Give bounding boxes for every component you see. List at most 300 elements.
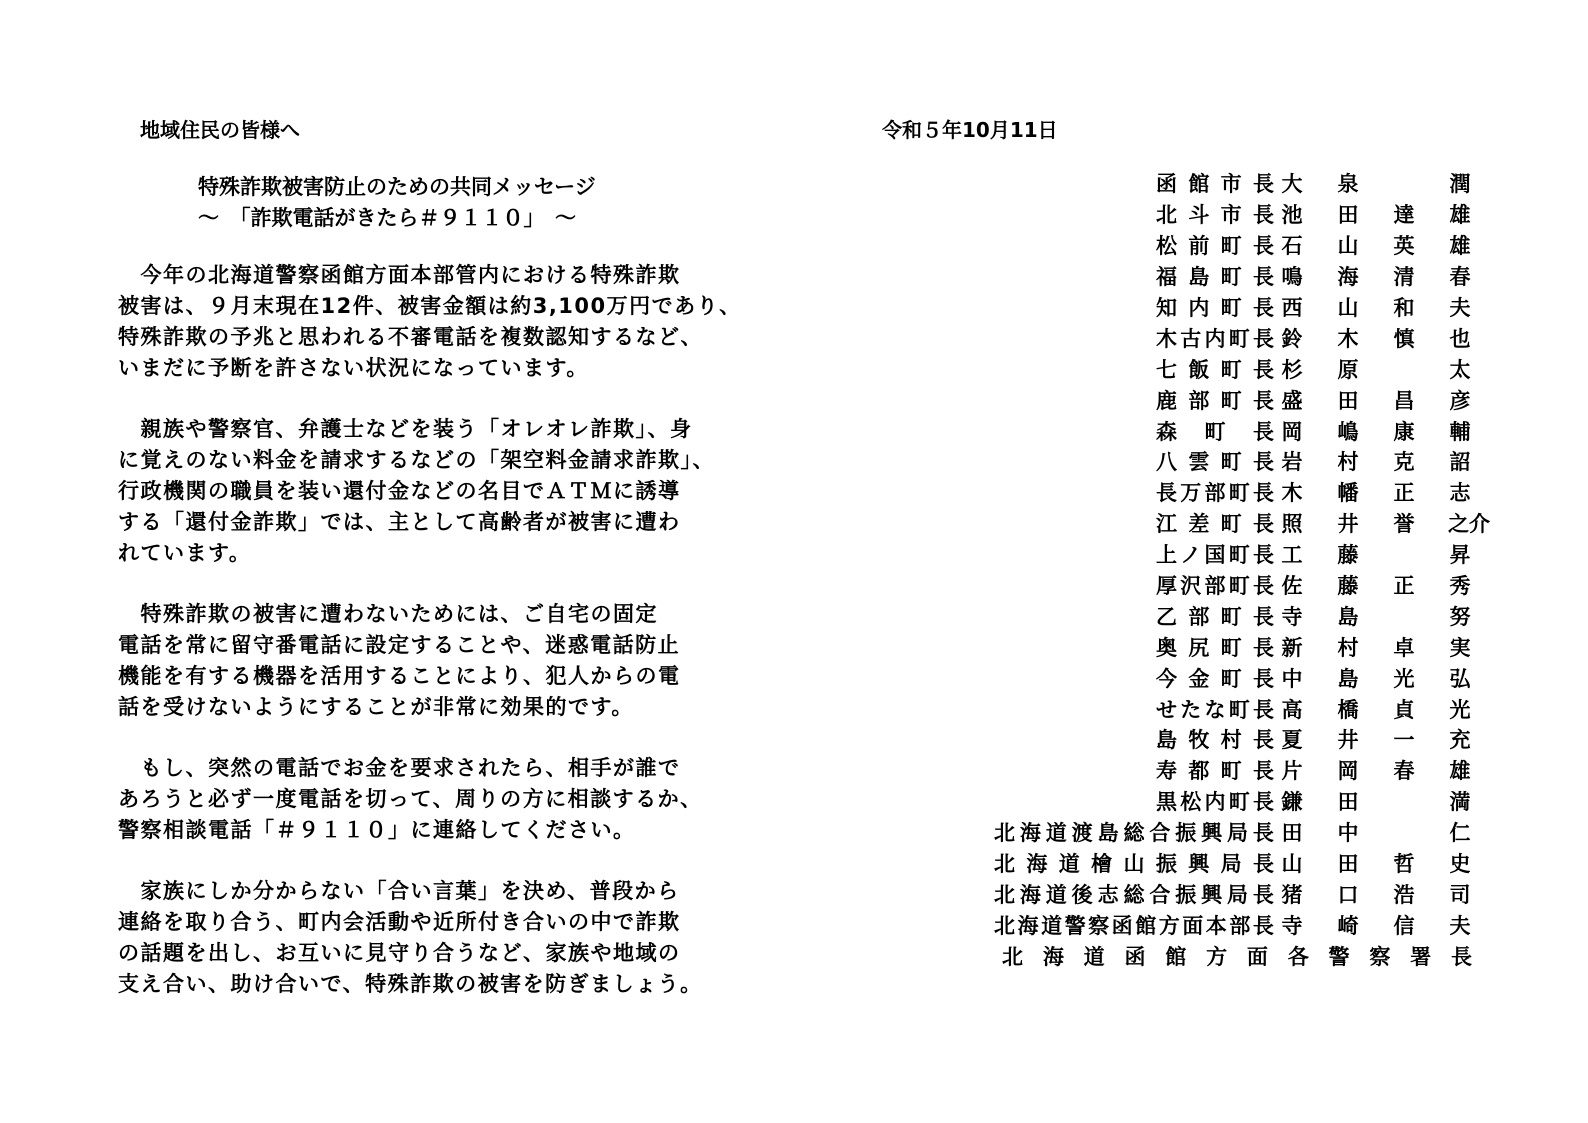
signatory-title-char: 内 — [1188, 296, 1210, 320]
signatory-name — [1280, 663, 1472, 693]
paragraph-line: 特殊詐欺の被害に遭わないためには、ご自宅の固定 — [118, 602, 658, 626]
signatory-title-char: 後 — [1071, 882, 1093, 907]
signatory-title-char: 海 — [1017, 913, 1039, 938]
signatory-title-char: 海 — [1042, 944, 1064, 969]
signatory-title-char: 都 — [1188, 759, 1210, 784]
signatory-title-char: 方 — [1206, 944, 1228, 969]
signatory-title-char: 島 — [1188, 265, 1210, 290]
signatory-name-char: 片 — [1281, 759, 1303, 784]
paragraph-line: 話を受けないようにすることが非常に効果的です。 — [118, 695, 634, 719]
signatory-name-char: 慎 — [1393, 326, 1415, 351]
signatory-title-char: 合 — [1149, 882, 1171, 907]
signatory-name-char: 田 — [1337, 790, 1359, 815]
signatory-name-char: 秀 — [1449, 574, 1471, 599]
signatory-title-char: 差 — [1188, 512, 1210, 537]
signatory-name-char: 新 — [1281, 635, 1303, 660]
signatory-title-char: 市 — [1220, 172, 1242, 197]
signatory-name-char: 泉 — [1337, 172, 1359, 197]
signatory-title-char: 町 — [1220, 357, 1242, 382]
signatory-title-char: 町 — [1228, 790, 1250, 815]
signatory-name-char: 工 — [1281, 543, 1303, 568]
paragraph-line: 親族や警察官、弁護士などを装う「オレオレ詐欺」、身 — [118, 417, 693, 441]
signatory-list — [952, 168, 1490, 971]
signatory-title-char: 飯 — [1188, 357, 1210, 382]
document-date: 令和５年10月11日 — [882, 118, 1058, 142]
signatory-title-char: 北 — [994, 852, 1015, 877]
signatory-title — [1156, 632, 1274, 662]
paragraph-line: もし、突然の電話でお金を要求されたら、相手が誰で — [118, 756, 681, 780]
signatory-name-char: 鳴 — [1281, 265, 1303, 290]
signatory-title-char: 町 — [1220, 450, 1242, 475]
signatory-title-char: 総 — [1123, 821, 1145, 846]
signatory-title — [1156, 508, 1274, 538]
signatory-title — [1156, 323, 1274, 353]
signatory-title-char: 海 — [1019, 882, 1041, 907]
signatory-row — [952, 322, 1472, 353]
paragraph-line: 警察相談電話「＃９１１０」に連絡してください。 — [118, 818, 636, 842]
signatory-name-char: 幡 — [1337, 481, 1359, 506]
signatory-title-char: 黒 — [1156, 790, 1177, 815]
signatory-title — [1156, 755, 1274, 785]
signatory-title-char: 北 — [994, 821, 1015, 846]
signatory-title-char: 奥 — [1156, 635, 1177, 660]
signatory-name-char: 康 — [1393, 419, 1415, 444]
signatory-name-char: 池 — [1281, 203, 1303, 228]
signatory-name-char: 夫 — [1449, 296, 1471, 320]
signatory-title — [1156, 199, 1274, 229]
signatory-name-char: 也 — [1449, 326, 1471, 351]
signatory-title-char: 長 — [1252, 759, 1274, 784]
signatory-title-char: 古 — [1180, 326, 1202, 351]
signatory-name-char: 山 — [1337, 234, 1359, 259]
signatory-name-char: 光 — [1393, 666, 1415, 691]
signatory-row — [952, 168, 1472, 199]
signatory-title — [994, 910, 1274, 940]
title-line-2: ～ 「詐欺電話がきたら＃９１１０」 ～ — [198, 206, 576, 230]
signatory-name — [1280, 817, 1472, 847]
signatory-name-char: 山 — [1281, 852, 1303, 877]
signatory-title-char: 総 — [1123, 882, 1145, 907]
signatory-title-char: 長 — [1252, 913, 1274, 938]
signatory-name-char: 仁 — [1449, 821, 1471, 846]
signatory-name-char: 彦 — [1449, 388, 1471, 413]
paragraph-line: あろうと必ず一度電話を切って、周りの方に相談するか、 — [118, 787, 703, 811]
signatory-row — [952, 786, 1472, 817]
signatory-title-char: 長 — [1252, 388, 1274, 413]
signatory-name-char: 潤 — [1449, 172, 1471, 197]
title-line-1: 特殊詐欺被害防止のための共同メッセージ — [198, 175, 596, 199]
signatory-name-char — [1392, 601, 1416, 631]
signatory-title-char: 合 — [1149, 821, 1171, 846]
signatory-title-char: 長 — [1252, 234, 1274, 259]
signatory-title — [1156, 416, 1274, 446]
signatory-title-char: た — [1180, 697, 1202, 722]
signatory-title-char: 長 — [1252, 666, 1274, 691]
paragraph-line: れています。 — [118, 541, 252, 565]
signatory-name-char: 中 — [1281, 666, 1303, 691]
signatory-title-char: 道 — [1045, 821, 1067, 846]
signatory-name — [1280, 230, 1472, 260]
signatory-name-char: 橋 — [1337, 697, 1359, 722]
signatory-title-char: 牧 — [1188, 728, 1210, 753]
signatory-name-char: 志 — [1449, 481, 1471, 506]
signatory-name-char: 達 — [1393, 203, 1415, 228]
signatory-name-char: 正 — [1393, 574, 1415, 599]
signatory-title-char: 乙 — [1156, 604, 1177, 629]
signatory-title-char: 道 — [1083, 944, 1105, 969]
signatory-title — [1156, 261, 1274, 291]
signatory-title-char: 長 — [1450, 944, 1472, 969]
signatory-row — [952, 508, 1490, 539]
signatory-row — [952, 415, 1472, 446]
signatory-title-char: 雲 — [1188, 450, 1210, 475]
signatory-name-char: 高 — [1281, 697, 1303, 722]
signatory-name-char: 卓 — [1393, 635, 1415, 660]
signatory-name-char: 井 — [1337, 512, 1359, 537]
signatory-name-char: 寺 — [1281, 604, 1303, 629]
signatory-title-char: 斗 — [1188, 203, 1210, 228]
paragraph — [118, 260, 748, 384]
signatory-title-char: 松 — [1180, 790, 1202, 815]
signatory-title-char: 長 — [1252, 172, 1274, 197]
signatory-name-char: 井 — [1337, 728, 1359, 753]
signatory-title-char: 各 — [1287, 944, 1309, 969]
signatory-title-char: 署 — [1410, 944, 1432, 969]
signatory-title — [1156, 446, 1274, 476]
paragraph-line: 特殊詐欺の予兆と思われる不審電話を複数認知するなど、 — [118, 325, 703, 349]
signatory-title — [1156, 786, 1274, 816]
paragraph-line: 機能を有する機器を活用することにより、犯人からの電 — [118, 664, 681, 688]
signatory-name-char: 猪 — [1281, 882, 1303, 907]
signatory-row — [952, 724, 1472, 755]
signatory-title-char: 山 — [1123, 852, 1145, 877]
signatory-title-char: 面 — [1182, 913, 1204, 938]
signatory-title-char: 島 — [1097, 821, 1119, 846]
signatory-row — [952, 446, 1472, 477]
signatory-row — [952, 693, 1472, 724]
signatory-title-char: 長 — [1252, 357, 1274, 382]
signatory-name-char: 実 — [1449, 635, 1471, 660]
signatory-title-char: 部 — [1188, 604, 1210, 629]
signatory-title-char: 方 — [1158, 913, 1180, 938]
signatory-name-char: 信 — [1393, 913, 1415, 938]
signatory-name-char: 詔 — [1449, 450, 1471, 475]
signatory-title-char: 長 — [1252, 604, 1274, 629]
signatory-title — [1156, 663, 1274, 693]
signatory-row — [952, 261, 1472, 292]
signatory-title-char: 長 — [1253, 481, 1274, 506]
signatory-title-char: 八 — [1156, 450, 1177, 475]
signatory-title-char: 長 — [1252, 728, 1274, 753]
signatory-name — [1280, 755, 1472, 785]
signatory-name-char: 石 — [1281, 234, 1303, 259]
signatory-name-char: 村 — [1337, 635, 1359, 660]
signatory-name-char: 昇 — [1449, 543, 1471, 568]
signatory-name-char: 充 — [1449, 728, 1471, 753]
signatory-row — [952, 353, 1472, 384]
signatory-title-char: 檜 — [1091, 852, 1113, 877]
signatory-title-char: ノ — [1180, 543, 1202, 568]
signatory-title-char: 万 — [1180, 481, 1202, 506]
signatory-title — [1156, 570, 1274, 600]
signatory-title-char: 町 — [1220, 234, 1242, 259]
signatory-title-char: 振 — [1175, 821, 1197, 846]
signatory-title-char: 志 — [1097, 882, 1119, 907]
signatory-row — [952, 878, 1472, 909]
signatory-name-char: 夏 — [1281, 728, 1303, 753]
signatory-name-char: 克 — [1393, 450, 1415, 475]
signatory-name-char: 一 — [1393, 728, 1415, 753]
signatory-title-char: 沢 — [1180, 574, 1202, 599]
signatory-row — [952, 909, 1472, 940]
signatory-title — [994, 817, 1274, 847]
signatory-title-char: 前 — [1188, 234, 1210, 259]
signatory-title-char: 部 — [1229, 913, 1251, 938]
signatory-title-char: 金 — [1188, 666, 1210, 691]
signatory-name-char: 西 — [1281, 296, 1303, 320]
signatory-name-char: 田 — [1337, 852, 1359, 877]
signatory-title-char: 松 — [1156, 234, 1177, 259]
signatory-name-char: 田 — [1337, 203, 1359, 228]
signatory-title — [1156, 168, 1274, 198]
signatory-title-char: 面 — [1246, 944, 1268, 969]
signatory-title-char: 村 — [1220, 728, 1242, 753]
paragraph — [118, 414, 748, 569]
signatory-title-char: 函 — [1124, 944, 1146, 969]
signatory-row — [952, 755, 1472, 786]
signatory-title-char: 長 — [1253, 790, 1274, 815]
signatory-row — [952, 292, 1472, 323]
signatory-name-char: 寺 — [1281, 913, 1303, 938]
signatory-title-char: 館 — [1135, 913, 1157, 938]
signatory-title-char: 館 — [1188, 172, 1210, 197]
signatory-name-char: 正 — [1393, 481, 1415, 506]
signatory-title-char: 局 — [1227, 882, 1249, 907]
signatory-name-char: 鈴 — [1281, 326, 1303, 351]
signatory-row — [952, 570, 1472, 601]
signatory-title-char: 北 — [994, 913, 1015, 938]
signatory-title-char: 興 — [1201, 882, 1223, 907]
signatory-title-char: 長 — [1252, 296, 1274, 320]
signatory-title-char: 町 — [1220, 388, 1242, 413]
signatory-title-char: 北 — [994, 882, 1015, 907]
signatory-title-char: 部 — [1204, 574, 1226, 599]
paragraph-line: 今年の北海道警察函館方面本部管内における特殊詐欺 — [118, 263, 681, 287]
signatory-name-char: 之介 — [1448, 512, 1490, 537]
signatory-title-char: 町 — [1228, 481, 1250, 506]
signatory-title-char: 町 — [1220, 666, 1242, 691]
signatory-title-char: 町 — [1220, 604, 1242, 629]
signatory-name-char: 山 — [1337, 296, 1359, 320]
signatory-title-char: 七 — [1156, 357, 1177, 382]
signatory-title-char: 道 — [1041, 913, 1063, 938]
signatory-name — [1280, 910, 1472, 940]
signatory-name-char — [1392, 786, 1416, 816]
paragraph-line: の話題を出し、お互いに見守り合うなど、家族や地域の — [118, 941, 681, 965]
signatory-title-char: 館 — [1165, 944, 1187, 969]
signatory-title-char: 寿 — [1156, 759, 1177, 784]
signatory-title — [994, 879, 1274, 909]
signatory-name-char: 原 — [1337, 357, 1359, 382]
signatory-name — [1280, 477, 1472, 507]
signatory-title — [1002, 941, 1472, 971]
signatory-row — [952, 230, 1472, 261]
signatory-name-char: 岡 — [1337, 759, 1359, 784]
signatory-title-char: 島 — [1156, 728, 1177, 753]
signatory-title-char: 振 — [1155, 852, 1177, 877]
signatory-name-char: 岡 — [1281, 419, 1303, 444]
signatory-title-char: 森 — [1156, 419, 1177, 444]
signatory-name-char: 清 — [1393, 265, 1415, 290]
signatory-name-char: 光 — [1449, 697, 1471, 722]
signatory-title-char: 長 — [1252, 882, 1274, 907]
signatory-name-char: 輔 — [1449, 419, 1471, 444]
signatory-name — [1280, 848, 1472, 878]
signatory-title-char: 町 — [1228, 326, 1250, 351]
signatory-name-char: 田 — [1337, 388, 1359, 413]
signatory-title-char: 町 — [1220, 512, 1242, 537]
signatory-row — [952, 539, 1472, 570]
signatory-name — [1280, 323, 1472, 353]
signatory-name — [1280, 292, 1472, 322]
signatory-name-char — [1392, 168, 1416, 198]
signatory-title-char: 鹿 — [1156, 388, 1177, 413]
signatory-title-char: 市 — [1220, 203, 1242, 228]
signatory-name-char: 藤 — [1337, 574, 1359, 599]
signatory-title-char: 振 — [1175, 882, 1197, 907]
signatory-title — [1156, 601, 1274, 631]
signatory-title-char: 長 — [1253, 543, 1274, 568]
greeting: 地域住民の皆様へ — [140, 118, 300, 142]
signatory-name-char: 春 — [1393, 759, 1415, 784]
message-body — [118, 260, 748, 1030]
signatory-name-char: 浩 — [1393, 882, 1415, 907]
signatory-name-char: 佐 — [1281, 574, 1303, 599]
paragraph — [118, 876, 748, 1000]
signatory-title — [1156, 724, 1274, 754]
paragraph-line: に覚えのない料金を請求するなどの「架空料金請求詐欺」、 — [118, 448, 715, 472]
signatory-name-char: 島 — [1337, 666, 1359, 691]
signatory-name-char: 哲 — [1393, 852, 1415, 877]
signatory-title-char: 長 — [1252, 821, 1274, 846]
signatory-name — [1280, 261, 1472, 291]
signatory-title-char: 海 — [1026, 852, 1048, 877]
signatory-name-char: 貞 — [1393, 697, 1415, 722]
signatory-title-char: 長 — [1252, 635, 1274, 660]
paragraph-line: 家族にしか分からない「合い言葉」を決め、普段から — [118, 879, 680, 903]
signatory-title-char: 町 — [1228, 574, 1250, 599]
signatory-name-char: 杉 — [1281, 357, 1303, 382]
signatory-title-char: 長 — [1253, 852, 1274, 877]
signatory-title-char: 局 — [1227, 821, 1249, 846]
paragraph-line: いまだに予断を許さない状況になっています。 — [118, 356, 589, 380]
signatory-title-char: 長 — [1253, 574, 1274, 599]
signatory-name-char: 木 — [1281, 481, 1303, 506]
paragraph-line: 連絡を取り合う、町内会活動や近所付き合いの中で詐欺 — [118, 910, 681, 934]
signatory-name-char: 藤 — [1337, 543, 1359, 568]
signatory-title-char: 警 — [1064, 913, 1086, 938]
signatory-title — [1156, 385, 1274, 415]
signatory-name-char: 岩 — [1281, 450, 1303, 475]
signatory-title-char: 町 — [1220, 265, 1242, 290]
signatory-title — [1156, 477, 1274, 507]
signatory-row — [952, 199, 1472, 230]
paragraph-line: 電話を常に留守番電話に設定することや、迷惑電話防止 — [118, 633, 681, 657]
signatory-title-char: 長 — [1252, 512, 1274, 537]
paragraph-line: 被害は、９月末現在12件、被害金額は約3,100万円であり、 — [118, 294, 742, 318]
signatory-title-char: 道 — [1045, 882, 1067, 907]
signatory-title-char: 察 — [1369, 944, 1391, 969]
signatory-title-char: 福 — [1156, 265, 1177, 290]
signatory-title-char: 長 — [1252, 265, 1274, 290]
signatory-name-char: 中 — [1337, 821, 1359, 846]
signatory-name-char — [1392, 354, 1416, 384]
signatory-name — [1280, 601, 1472, 631]
signatory-title-char: 部 — [1204, 481, 1226, 506]
signatory-row — [952, 631, 1472, 662]
signatory-title-char: せ — [1156, 697, 1177, 722]
signatory-name-char: 英 — [1393, 234, 1415, 259]
signatory-title-char: 北 — [1156, 203, 1177, 228]
signatory-name-char: 努 — [1449, 604, 1471, 629]
signatory-title-char: 知 — [1156, 296, 1177, 320]
signatory-title-char: 町 — [1220, 296, 1242, 320]
signatory-row — [952, 940, 1472, 971]
signatory-title-char: 長 — [1252, 203, 1274, 228]
paragraph — [118, 599, 748, 723]
signatory-name — [1280, 879, 1472, 909]
signatory-name-char: 弘 — [1449, 666, 1471, 691]
signatory-name-char: 田 — [1281, 821, 1303, 846]
signatory-name-char: 雄 — [1449, 203, 1471, 228]
signatory-title-char: 函 — [1111, 913, 1133, 938]
signatory-name-char: 大 — [1281, 172, 1303, 197]
signatory-row — [952, 662, 1472, 693]
signatory-name — [1280, 199, 1472, 229]
signatory-name — [1280, 570, 1472, 600]
signatory-title-char: 長 — [1156, 481, 1177, 506]
signatory-title-char: 道 — [1058, 852, 1080, 877]
signatory-name-char: 崎 — [1337, 913, 1359, 938]
signatory-row — [952, 384, 1472, 415]
signatory-name-char: 島 — [1337, 604, 1359, 629]
signatory-title-char: 上 — [1156, 543, 1177, 568]
signatory-name — [1280, 354, 1472, 384]
signatory-title-char: 内 — [1204, 326, 1226, 351]
signatory-title — [1156, 354, 1274, 384]
document-title — [198, 172, 596, 234]
signatory-name-char — [1392, 817, 1416, 847]
signatory-title-char: 町 — [1204, 419, 1226, 444]
paragraph — [118, 753, 748, 846]
signatory-title-char: 函 — [1156, 172, 1177, 197]
signatory-title-char: 察 — [1088, 913, 1110, 938]
signatory-name — [1280, 632, 1472, 662]
signatory-name-char: 雄 — [1449, 759, 1471, 784]
signatory-name-char: 照 — [1281, 512, 1303, 537]
signatory-title-char: 江 — [1156, 512, 1177, 537]
signatory-name-char: 嶋 — [1337, 419, 1359, 444]
signatory-title — [1156, 292, 1274, 322]
signatory-name — [1280, 539, 1472, 569]
signatory-title — [1156, 230, 1274, 260]
signatory-title-char: 本 — [1205, 913, 1227, 938]
signatory-name — [1280, 694, 1472, 724]
signatory-name-char: 鎌 — [1281, 790, 1303, 815]
paragraph-line: 行政機関の職員を装い還付金などの名目でＡＴＭに誘導 — [118, 479, 681, 503]
signatory-name-char: 史 — [1449, 852, 1471, 877]
signatory-title-char: 国 — [1204, 543, 1226, 568]
